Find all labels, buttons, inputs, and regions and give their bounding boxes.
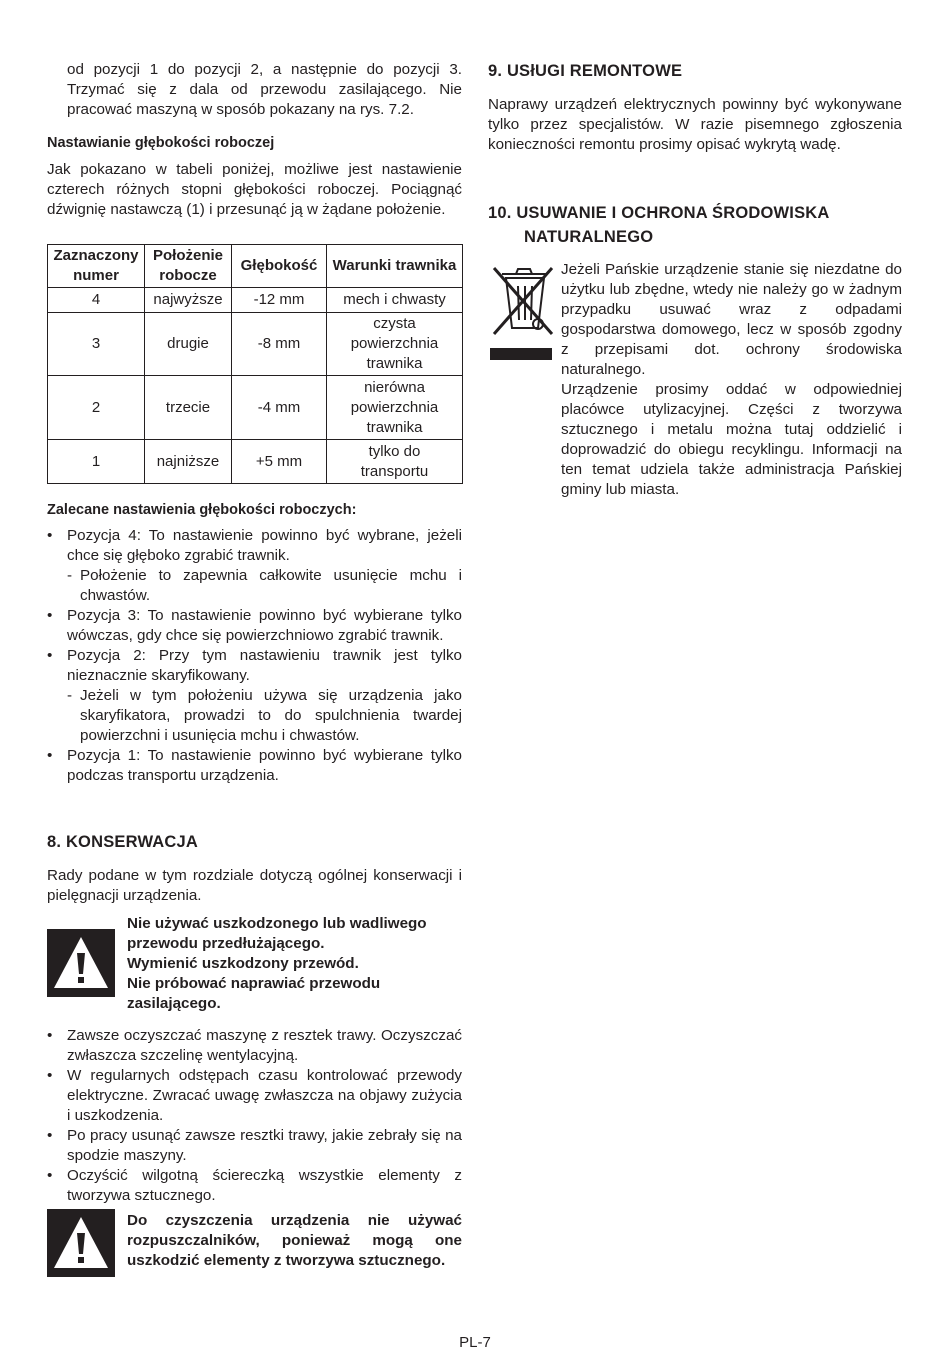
table-cell: 2 (48, 376, 145, 440)
list-item (47, 646, 462, 686)
table-row (48, 313, 463, 376)
depth-table (47, 244, 463, 484)
warning-text (127, 914, 462, 1014)
list-subitem-text: Położenie to zapewnia całkowite usunięcie mchu i chwastów. (80, 567, 462, 604)
table-cell: +5 mm (232, 440, 327, 484)
table-header-cell: Zaznaczony numer (48, 245, 145, 288)
warning-line: Wymienić uszkodzony przewód. (127, 955, 359, 972)
table-cell: czysta powierzchnia trawnika (327, 313, 463, 376)
warning-triangle-icon (47, 929, 115, 997)
list-item-text: Pozycja 3: To nastawienie powinno być wybierane tylko wówczas, gdy chce się powierzchniowo zgrabić trawnik. (67, 607, 462, 644)
warning-box-solvents (47, 1211, 462, 1277)
section-9-title: 9. USłUGI REMONTOWE (488, 62, 683, 80)
recommended-list (47, 526, 462, 786)
section-9-paragraph: Naprawy urządzeń elektrycznych powinny być wykonywane tylko przez specjalistów. W razie pisemnego zgłoszenia konieczności remontu prosimy opisać wykrytą wadę. (488, 96, 902, 153)
section-10-title-line: NATURALNEGO (524, 228, 654, 246)
list-item: • Oczyścić wilgotną ściereczką wszystkie elementy z tworzywa sztucznego. (47, 1166, 462, 1206)
list-subitem: - Jeżeli w tym położeniu używa się urządzenia jako skaryfikatora, prowadzi to do spulchnienia twardej powierzchni i usunięcia mchu i chwastów. (67, 687, 462, 744)
warning-triangle-icon (47, 1209, 115, 1277)
warning-line: Nie próbować naprawiać przewodu zasilającego. (127, 975, 381, 1012)
table-cell: mech i chwasty (327, 288, 463, 313)
list-item (47, 606, 462, 646)
list-item (47, 526, 462, 566)
table-cell: -8 mm (232, 313, 327, 376)
table-cell: tylko do transportu (327, 440, 463, 484)
table-cell: -4 mm (232, 376, 327, 440)
list-subitem-text: Jeżeli w tym położeniu używa się urządzenia jako skaryfikatora, prowadzi to do spulchnienia twardej powierzchni i usunięcia mchu i chwastów. (80, 687, 462, 744)
table-cell: 3 (48, 313, 145, 376)
table-row (48, 440, 463, 484)
table-cell: 1 (48, 440, 145, 484)
section-8-title: 8. KONSERWACJA (47, 833, 199, 851)
table-cell: drugie (145, 313, 232, 376)
section-10-title-line: 10. USUWANIE I OCHRONA ŚRODOWISKA (488, 204, 830, 222)
intro-paragraph: od pozycji 1 do pozycji 2, a następnie do pozycji 3. Trzymać się z dala od przewodu zasilającego. Nie pracować maszyną w sposób pokazany na rys. 7.2. (67, 61, 462, 118)
table-cell: najniższe (145, 440, 232, 484)
depth-paragraph: Jak pokazano w tabeli poniżej, możliwe jest nastawienie czterech różnych stopni głębokości roboczej. Pociągnąć dźwignię nastawczą (1) i przesunąć ją w żądane położenie. (47, 161, 462, 218)
section-10-paragraph-2: Urządzenie prosimy oddać w odpowiedniej placówce utylizacyjnej. Części z tworzywa sztucznego i metalu można tutaj oddzielić i doprowadzić do obiegu recyklingu. Informacji na ten temat udziela także administracja Pańskiej gminy lub miasta. (561, 381, 902, 498)
table-cell: 4 (48, 288, 145, 313)
depth-heading: Nastawianie głębokości roboczej (47, 135, 275, 151)
table-header-cell: Głębokość (232, 245, 327, 288)
table-cell: trzecie (145, 376, 232, 440)
table-row (48, 288, 463, 313)
table-header-cell: Położenie robocze (145, 245, 232, 288)
page-number: PL-7 (459, 1334, 491, 1351)
list-item: • Po pracy usunąć zawsze resztki trawy, jakie zebrały się na spodzie maszyny. (47, 1126, 462, 1166)
list-item (47, 746, 462, 786)
warning-box-cable (47, 914, 462, 1014)
list-subitem: - Położenie to zapewnia całkowite usunięcie mchu i chwastów. (67, 567, 462, 604)
table-header-row (48, 245, 463, 288)
list-item: • W regularnych odstępach czasu kontrolować przewody elektryczne. Zwracać uwagę zwłaszcza na objawy zużycia i uszkodzenia. (47, 1066, 462, 1126)
table-header-cell: Warunki trawnika (327, 245, 463, 288)
section-10-paragraph-1: Jeżeli Pańskie urządzenie stanie się niezdatne do użytku lub zbędne, wtedy nie należy go w żadnym przypadku usuwać wraz z odpadami gospodarstwa domowego, lecz w sposób zgodny z przepisami dot. ochrony środowiska naturalnego. (561, 261, 902, 378)
section-8-intro: Rady podane w tym rozdziale dotyczą ogólnej konserwacji i pielęgnacji urządzenia. (47, 867, 462, 904)
table-cell: nierówna powierzchnia trawnika (327, 376, 463, 440)
section-10-title (488, 201, 830, 249)
list-item-text: Pozycja 4: To nastawienie powinno być wybrane, jeżeli chce się głęboko zgrabić trawnik. (67, 527, 462, 564)
warning-text: Do czyszczenia urządzenia nie używać rozpuszczalników, ponieważ mogą one uszkodzić elementy z tworzywa sztucznego. (127, 1212, 462, 1269)
list-item-text: Pozycja 2: Przy tym nastawieniu trawnik jest tylko nieznacznie skaryfikowany. (67, 647, 462, 684)
table-row (48, 376, 463, 440)
table-cell: najwyższe (145, 288, 232, 313)
recommended-heading: Zalecane nastawienia głębokości roboczych: (47, 502, 357, 518)
maintenance-list (47, 1026, 462, 1206)
list-item: • Zawsze oczyszczać maszynę z resztek trawy. Oczyszczać zwłaszcza szczelinę wentylacyjną. (47, 1026, 462, 1066)
warning-line: Nie używać uszkodzonego lub wadliwego przewodu przedłużającego. (127, 915, 427, 952)
table-cell: -12 mm (232, 288, 327, 313)
list-item-text: Pozycja 1: To nastawienie powinno być wybierane tylko podczas transportu urządzenia. (67, 747, 462, 784)
crossed-out-wheelie-bin-icon (488, 262, 556, 366)
